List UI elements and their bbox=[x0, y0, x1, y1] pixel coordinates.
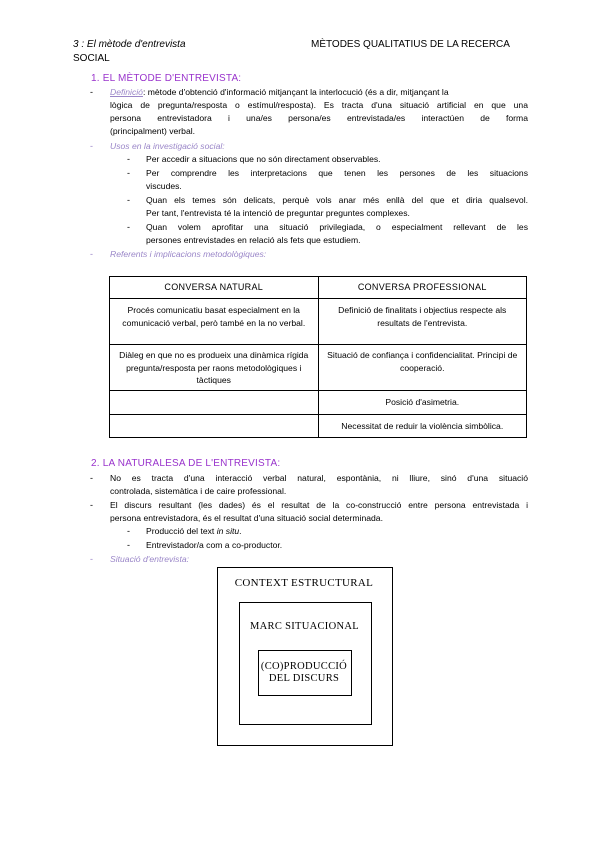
nature-sub-1: Producció del text in situ. bbox=[146, 526, 242, 536]
table-cell: Posició d'asimetria. bbox=[318, 391, 527, 415]
sub-bullet: - bbox=[127, 195, 130, 205]
table-cell bbox=[110, 391, 319, 415]
coproduccio-label-2: DEL DISCURS bbox=[268, 673, 340, 684]
nature-p2-line-2: persona entrevistadora, és el resultat d'una situació social determinada. bbox=[110, 513, 383, 523]
sub-bullet: - bbox=[127, 154, 130, 164]
sub-bullet: - bbox=[127, 526, 130, 536]
comparison-table bbox=[109, 276, 527, 438]
bullet-dash: - bbox=[90, 141, 93, 151]
definition-line-2: lògica de pregunta/resposta o estímul/resposta). Es tracta d'una situació artificial en que una bbox=[110, 100, 528, 110]
bullet-dash: - bbox=[90, 87, 93, 97]
referents-label: Referents i implicacions metodològiques: bbox=[110, 249, 267, 259]
use-item-3-cont: Per tant, l'entrevista té la intenció de preguntar preguntes complexes. bbox=[146, 208, 410, 218]
definition-line-3: persona entrevistadora i una/es persona/es entrevistada/es interactúen de forma bbox=[110, 113, 528, 123]
sub-bullet: - bbox=[127, 168, 130, 178]
header-chapter: 3 : El mètode d'entrevista bbox=[73, 39, 186, 50]
nature-sub-2: Entrevistador/a com a co-productor. bbox=[146, 540, 283, 550]
definition-label[interactable]: Definició bbox=[110, 87, 143, 97]
definition-line-4: (principalment) verbal. bbox=[110, 126, 196, 136]
bullet-dash: - bbox=[90, 554, 93, 564]
use-item-2-cont: viscudes. bbox=[146, 181, 182, 191]
nature-p1-line-2: controlada, sistemàtica i de caire professional. bbox=[110, 486, 287, 496]
bullet-dash: - bbox=[90, 500, 93, 510]
definition-line-1: Definició: mètode d'obtenció d'informació mitjançant la interlocució (és a dir, mitjançant la bbox=[110, 87, 449, 97]
section-2-title: 2. LA NATURALESA DE L'ENTREVISTA: bbox=[91, 458, 281, 469]
marc-situacional-label: MARC SITUACIONAL bbox=[250, 621, 359, 632]
table-cell: Procés comunicatiu basat especialment en la comunicació verbal, però també en la no verbal. bbox=[110, 299, 319, 345]
sub-bullet: - bbox=[127, 540, 130, 550]
use-item-4: Quan volem aprofitar una situació privilegiada, o especialment rellevant de les bbox=[146, 222, 528, 232]
table-header-natural: CONVERSA NATURAL bbox=[110, 277, 319, 299]
nature-p2-line-1: El discurs resultant (les dades) és el resultat de la co-construcció entre persona entrevistada i bbox=[110, 500, 528, 510]
situacio-label: Situació d'entrevista: bbox=[110, 554, 190, 564]
sub-bullet: - bbox=[127, 222, 130, 232]
uses-label: Usos en la investigació social: bbox=[110, 141, 225, 151]
use-item-1: Per accedir a situacions que no són directament observables. bbox=[146, 154, 381, 164]
header-subline: SOCIAL bbox=[73, 53, 110, 64]
coproduccio-label-1: (CO)PRODUCCIÓ bbox=[260, 661, 348, 672]
context-structural-label: CONTEXT ESTRUCTURAL bbox=[234, 577, 374, 589]
table-cell: Diàleg en que no es produeix una dinàmica rígida pregunta/resposta per raons metodològiques i tàctiques bbox=[110, 345, 319, 391]
table-header-professional: CONVERSA PROFESSIONAL bbox=[318, 277, 527, 299]
table-cell: Situació de confiança i confidencialitat. Principi de cooperació. bbox=[318, 345, 527, 391]
bullet-dash: - bbox=[90, 473, 93, 483]
table-cell: Definició de finalitats i objectius respecte als resultats de l'entrevista. bbox=[318, 299, 527, 345]
table-cell: Necessitat de reduir la violència simbòlica. bbox=[318, 415, 527, 438]
table-cell bbox=[110, 415, 319, 438]
section-1-title: 1. EL MÈTODE D'ENTREVISTA: bbox=[91, 73, 242, 84]
use-item-3: Quan els temes són delicats, perquè vols anar més enllà del que et diria qualsevol. bbox=[146, 195, 528, 205]
nature-p1-line-1: No es tracta d'una interacció verbal natural, espontània, ni lliure, sinó d'una situació bbox=[110, 473, 528, 483]
header-course: MÈTODES QUALITATIUS DE LA RECERCA bbox=[311, 39, 510, 50]
use-item-4-cont: persones entrevistades en relació als fets que estudiem. bbox=[146, 235, 361, 245]
bullet-dash: - bbox=[90, 249, 93, 259]
use-item-2: Per comprendre les interpretacions que tenen les persones de les situacions bbox=[146, 168, 528, 178]
